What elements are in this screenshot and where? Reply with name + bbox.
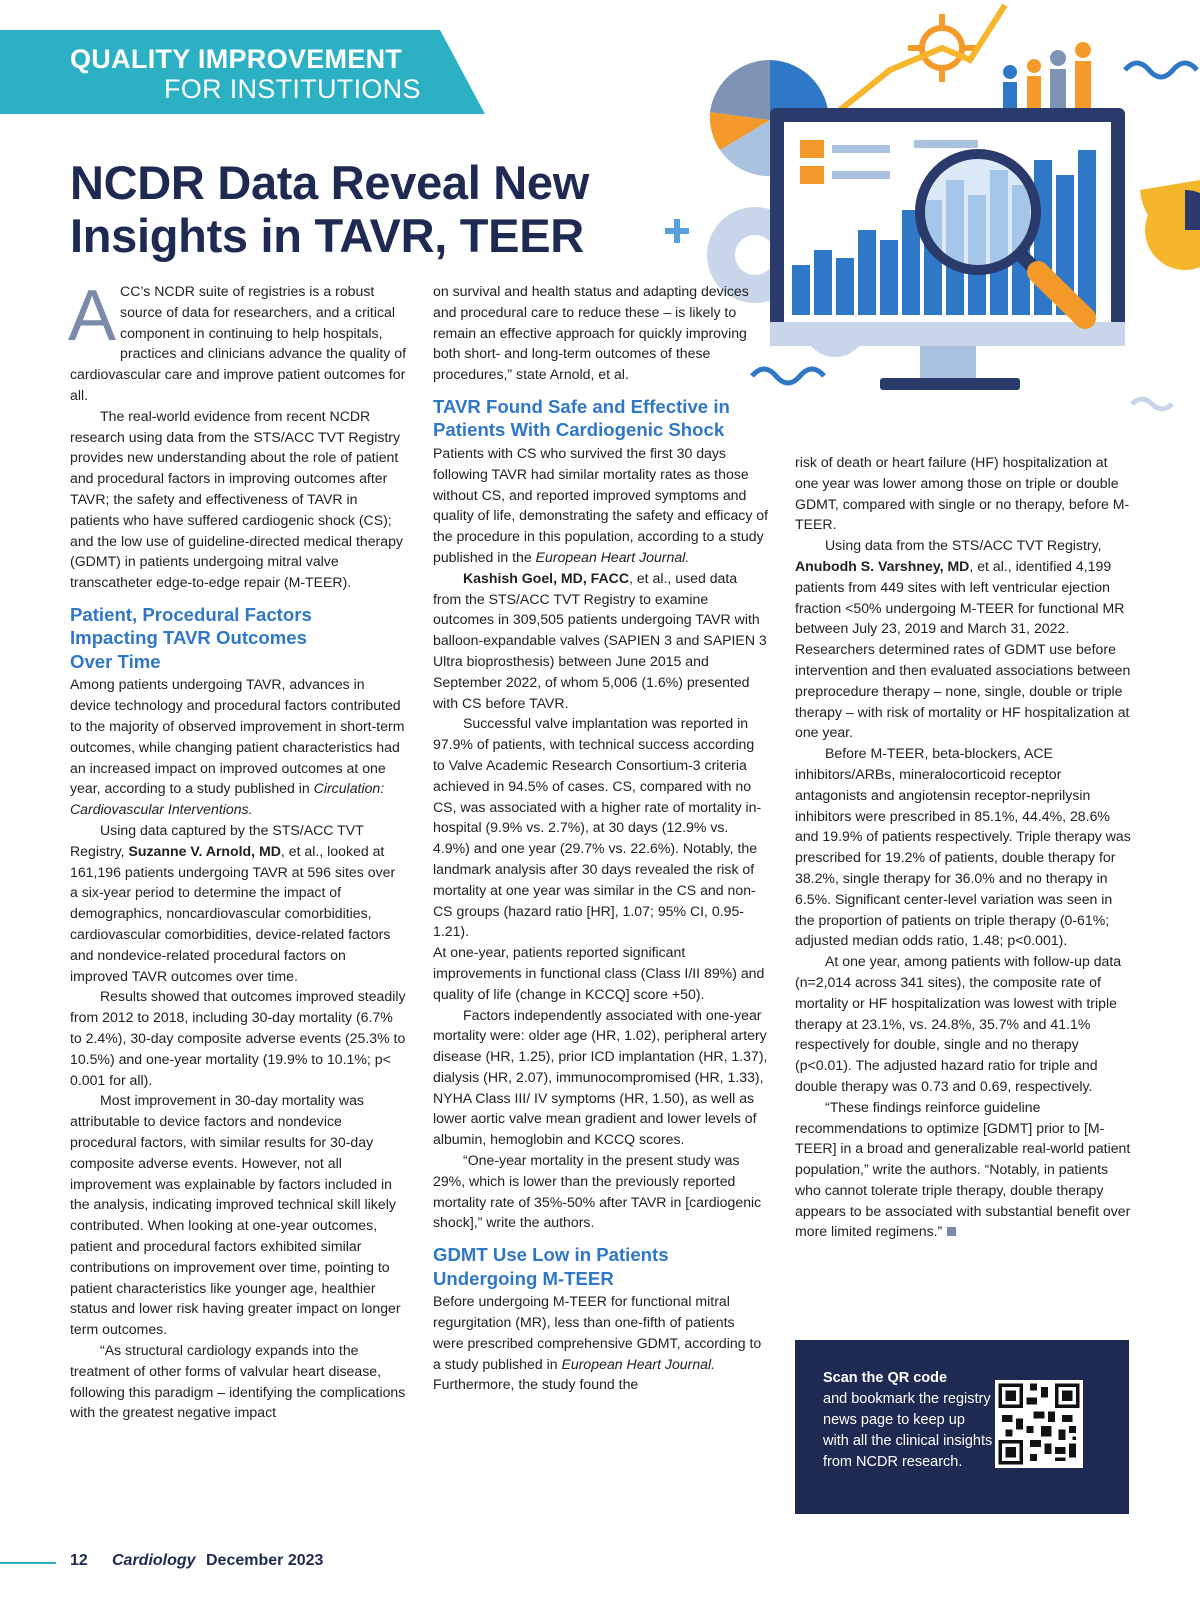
paragraph: The real-world evidence from recent NCDR research using data from the STS/ACC TVT Registry provides new understanding about the role of patient and procedural factors in improving outcomes after TAVR; the safety and effectiveness of TAVR in patients who have suffered cardiogenic shock (CS); and the low use of guideline-directed medical therapy (GDMT) in patients undergoing mitral valve transcatheter edge-to-edge repair (M-TEER). <box>70 407 403 591</box>
author-name: Suzanne V. Arnold, MD <box>128 842 281 859</box>
qr-callout-text <box>823 1368 993 1473</box>
drop-cap: A <box>68 276 117 356</box>
qr-callout-body: and bookmark the registry news page to keep up with all the clinical insights from NCDR research. <box>823 1391 993 1470</box>
paragraph: “These findings reinforce guideline recommendations to optimize [GDMT] prior to [M-TEER] in a broad and generalizable real-world patient population,” write the authors. “Notably, in patients who cannot tolerate triple therapy, double therapy appears to be associated with substantial benefit over more limited regimens.” <box>795 1098 1131 1240</box>
paragraph: Before M-TEER, beta-blockers, ACE inhibitors/ARBs, mineralocorticoid receptor antagonists and angiotensin receptor-neprilysin inhibitors were prescribed in 85.1%, 44.4%, 28.6% and 19.9% of patients respectively. Triple therapy was prescribed for 19.2% of patients, double therapy for 38.2%, single therapy for 36.0% and no therapy in 6.5%. Significant center-level variation was seen in the proportion of patients on triple therapy (0-61%; adjusted median odds ratio, 1.48; p<0.001). <box>795 745 1131 949</box>
author-name: Anubodh S. Varshney, MD <box>795 557 970 574</box>
qr-callout-heading: Scan the QR code <box>823 1370 948 1386</box>
section-heading-patient-factors: Patient, Procedural Factors Impacting TAVR Outcomes Over Time <box>70 603 312 672</box>
section-heading-gdmt: GDMT Use Low in Patients Undergoing M-TEER <box>433 1244 669 1289</box>
section-banner <box>0 30 485 114</box>
paragraph: Most improvement in 30-day mortality was attributable to device factors and nondevice procedural factors, with similar results for 30-day composite adverse events. However, not all improvement was explainable by factors included in the analysis, indicating improved technical skill likely contributed. When looking at one-year outcomes, patient and procedural factors exhibited similar contributions on improvement over time, pointing to patient characteristics like younger age, healthier status and lower risk having greater impact on longer term outcomes. <box>70 1092 401 1338</box>
paragraph: Among patients undergoing TAVR, advances in device technology and procedural factors contributed to the majority of observed improvement in short-term outcomes, while changing patient characteristics had an increased impact on improved outcomes at one year, according to a study published in Circulation: Cardiovascular Interventions. <box>70 676 405 818</box>
paragraph: Before undergoing M-TEER for functional mitral regurgitation (MR), less than one-fifth of patients were prescribed comprehensive GDMT, according to a study published in European Heart Journal. Furthermore, the study found the <box>433 1293 762 1393</box>
article-column-3 <box>795 452 1131 1242</box>
issue-date: December 2023 <box>206 1552 324 1569</box>
paragraph: At one year, among patients with follow-up data (n=2,014 across 341 sites), the composite rate of mortality or HF hospitalization was lowest with triple therapy at 23.1%, vs. 24.8%, 35.7% and 41.1% respectively for double, single and no therapy (p<0.01). The adjusted hazard ratio for triple and double therapy was 0.73 and 0.69, respectively. <box>795 953 1122 1094</box>
paragraph: Using data captured by the STS/ACC TVT Registry, Suzanne V. Arnold, MD, et al., looked at 161,196 patients undergoing TAVR at 596 sites over a six-year period to determine the impact of demographics, noncardiovascular comorbidities, cardiovascular comorbidities, device-related factors and nondevice-related procedural factors on improved TAVR outcomes over time. <box>70 822 396 984</box>
paragraph: “One-year mortality in the present study was 29%, which is lower than the previously reported mortality rate of 35%-50% after TAVR in [cardiogenic shock],” write the authors. <box>433 1152 762 1231</box>
article-title: NCDR Data Reveal New Insights in TAVR, TEER <box>70 156 590 262</box>
people-icon <box>1003 42 1091 108</box>
paragraph: Successful valve implantation was reported in 97.9% of patients, with technical success according to Valve Academic Research Consortium-3 criteria achieved in 94.5% of cases. CS, compared with no CS, was associated with a higher rate of mortality in-hospital (9.9% vs. 2.7%), at 30 days (12.9% vs. 4.9%) and one year (29.7% vs. 22.6%). Notably, the landmark analysis after 30 days revealed the risk of mortality at one year was similar in the CS and non-CS groups (hazard ratio [HR], 1.07; 95% CI, 0.95-1.21). <box>433 715 762 940</box>
paragraph: Results showed that outcomes improved steadily from 2012 to 2018, including 30-day mortality (6.7% to 2.4%), 30-day composite adverse events (25.3% to 10.5%) and one-year mortality (19.9% to 10.1%; p< 0.001 for all). <box>70 988 406 1088</box>
paragraph: Using data from the STS/ACC TVT Registry, Anubodh S. Varshney, MD, et al., identified 4,199 patients from 449 sites with left ventricular ejection fraction <50% undergoing M-TEER for functional MR between July 23, 2019 and March 31, 2022. Researchers determined rates of GDMT use before intervention and then evaluated associations between preprocedure therapy – none, single, double or triple therapy – with risk of mortality or HF hospitalization at one year. <box>795 537 1131 741</box>
intro-paragraph: ACC’s NCDR suite of registries is a robust source of data for researchers, and a critical component in continuing to help hospitals, practices and clinicians advance the quality of cardiovascular care and improve patient outcomes for all. <box>68 276 406 403</box>
paragraph: on survival and health status and adapting devices and procedural care to reduce these – is likely to remain an effective approach for quickly improving both short- and long-term outcomes of these procedures,” state Arnold, et al. <box>433 283 749 383</box>
banner-line-2: FOR INSTITUTIONS <box>164 74 421 104</box>
paragraph: Kashish Goel, MD, FACC, et al., used data from the STS/ACC TVT Registry to examine outcomes in 309,505 patients undergoing TAVR with balloon-expandable valves (SAPIEN 3 and SAPIEN 3 Ultra bioprosthesis) between June 2015 and September 2022, of whom 5,006 (1.6%) presented with CS before TAVR. <box>433 569 767 711</box>
paragraph: Factors independently associated with one-year mortality were: older age (HR, 1.02), peripheral artery disease (HR, 1.25), prior ICD implantation (HR, 1.37), dialysis (HR, 2.07), immunocompromised (HR, 1.33), NYHA Class III/ IV symptoms (HR, 1.50), as well as lower aortic valve mean gradient and lower levels of albumin, hemoglobin and KCCQ scores. <box>433 1006 768 1148</box>
plus-icon <box>665 219 689 243</box>
paragraph: risk of death or heart failure (HF) hospitalization at one year was lower among those on triple or double GDMT, compared with single or no therapy, before M-TEER. <box>795 454 1130 533</box>
paragraph: “As structural cardiology expands into the treatment of other forms of valvular heart disease, following this paradigm – identifying the complications with the greatest negative impact <box>70 1341 406 1421</box>
author-name: Kashish Goel, MD, FACC <box>463 569 630 586</box>
qr-code[interactable] <box>995 1380 1083 1468</box>
banner-line-1: QUALITY IMPROVEMENT <box>70 44 403 74</box>
end-mark-icon <box>947 1227 956 1236</box>
qr-callout-box <box>795 1340 1129 1514</box>
paragraph: Patients with CS who survived the first 30 days following TAVR had similar mortality rates as those without CS, and reported improved symptoms and quality of life, demonstrating the safety and efficacy of the procedure in this population, according to a study published in the European Heart Journal. <box>433 444 769 565</box>
article-column-2 <box>433 281 769 1395</box>
paragraph: At one-year, patients reported significant improvements in functional class (Class I/II 89%) and quality of life (change in KCCQ] score +50). <box>433 944 765 1002</box>
magazine-name: Cardiology <box>112 1552 196 1569</box>
article-column-1 <box>68 276 406 1423</box>
page-number: 12 <box>70 1552 88 1569</box>
footer-rule <box>0 1562 56 1564</box>
page-footer <box>0 1548 1200 1578</box>
section-heading-cardiogenic-shock: TAVR Found Safe and Effective in Patients With Cardiogenic Shock <box>433 395 730 441</box>
